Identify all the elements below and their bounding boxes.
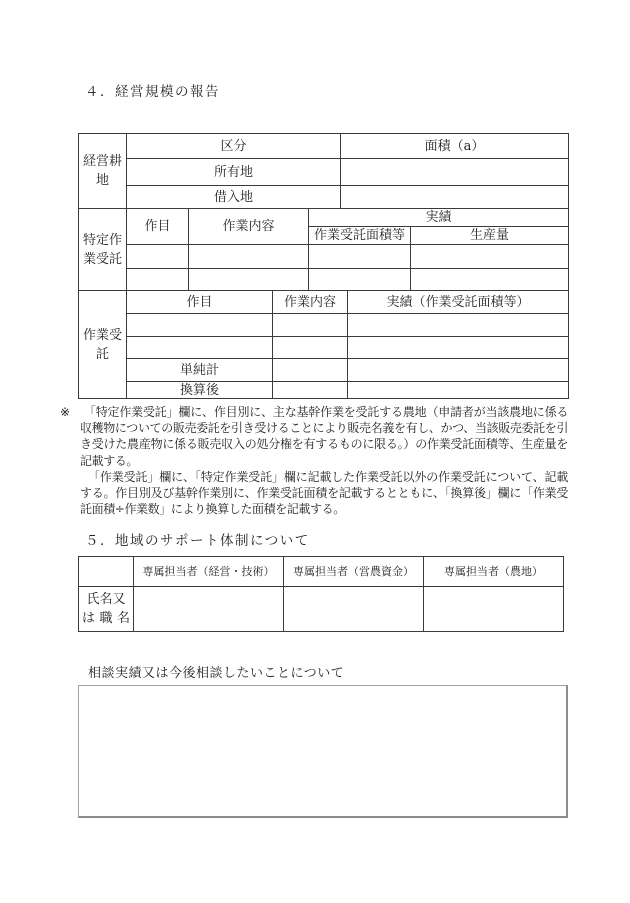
specified-contract-work-subtable [78, 208, 569, 291]
input-cell-crop[interactable] [127, 245, 189, 269]
input-cell-contract-area[interactable] [309, 245, 411, 269]
header-results-contract-area: 実績（作業受託面積等） [348, 291, 569, 314]
contract-work-subtable [78, 290, 569, 399]
header-crop: 作目 [127, 291, 273, 314]
row-label-simple-total: 単純計 [127, 359, 273, 382]
header-contract-area: 作業受託面積等 [309, 227, 411, 245]
table-row [79, 159, 569, 186]
table-row [79, 269, 569, 291]
input-cell-production-volume[interactable] [411, 245, 569, 269]
footnote-paragraph-1 [60, 404, 568, 469]
table-row [79, 359, 569, 382]
input-cell-owned-land-area[interactable] [341, 159, 569, 186]
row-group-label-contract-work: 作業受託 [79, 291, 127, 399]
row-label-converted: 換算後 [127, 382, 273, 399]
footnote-paragraph-2: 「作業受託」欄に、「特定作業受託」欄に記載した作業受託以外の作業受託について、記載する。作目別及び基幹作業別に、作業受託面積を記載するとともに、「換算後」欄に「作業受託面積÷作業数」により換算した面積を記載する。 [80, 469, 568, 517]
header-advisor-management-technical: 専属担当者（経営・技術） [134, 557, 284, 587]
input-cell-simple-total-results[interactable] [348, 359, 569, 382]
row-label-leased-land: 借入地 [127, 186, 341, 209]
input-cell-crop[interactable] [127, 314, 273, 337]
table-row [79, 382, 569, 399]
input-cell-crop[interactable] [127, 337, 273, 359]
table-row [79, 337, 569, 359]
row-label-owned-land: 所有地 [127, 159, 341, 186]
input-cell-results[interactable] [348, 314, 569, 337]
management-scale-table [78, 133, 569, 399]
input-cell-converted-work[interactable] [273, 382, 348, 399]
header-category: 区分 [127, 134, 341, 159]
input-cell-advisor-farmland[interactable] [424, 587, 564, 632]
input-cell-work-content[interactable] [189, 269, 309, 291]
table-row [79, 314, 569, 337]
input-cell-simple-total-work[interactable] [273, 359, 348, 382]
corner-cell [79, 557, 134, 587]
table-row [79, 186, 569, 209]
note-marker: ※ [60, 405, 70, 419]
table-row [79, 291, 569, 314]
input-cell-contract-area[interactable] [309, 269, 411, 291]
input-cell-converted-results[interactable] [348, 382, 569, 399]
input-cell-leased-land-area[interactable] [341, 186, 569, 209]
cultivated-land-subtable [78, 133, 569, 209]
footnote [60, 404, 568, 517]
table-row [79, 587, 564, 632]
consultation-input-box[interactable] [78, 685, 568, 818]
header-results: 実績 [309, 209, 569, 227]
row-label-name-or-title: 氏名又は職名 [79, 587, 134, 632]
consultation-label: 相談実績又は今後相談したいことについて [88, 666, 345, 681]
table-row [79, 245, 569, 269]
section5-title: ５．地域のサポート体制について [85, 533, 310, 549]
input-cell-work-content[interactable] [273, 337, 348, 359]
header-work-content: 作業内容 [189, 209, 309, 245]
support-staff-table [78, 556, 564, 632]
input-cell-results[interactable] [348, 337, 569, 359]
row-group-label-specified-contract: 特定作業受託 [79, 209, 127, 291]
table-row [79, 134, 569, 159]
input-cell-advisor-farming-funds[interactable] [284, 587, 424, 632]
input-cell-work-content[interactable] [273, 314, 348, 337]
header-work-content: 作業内容 [273, 291, 348, 314]
header-area: 面積（a） [341, 134, 569, 159]
header-production-volume: 生産量 [411, 227, 569, 245]
input-cell-advisor-management-technical[interactable] [134, 587, 284, 632]
row-group-label-cultivated-land: 経営耕地 [79, 134, 127, 209]
header-advisor-farming-funds: 専属担当者（営農資金） [284, 557, 424, 587]
input-cell-work-content[interactable] [189, 245, 309, 269]
header-crop: 作目 [127, 209, 189, 245]
input-cell-crop[interactable] [127, 269, 189, 291]
header-advisor-farmland: 専属担当者（農地） [424, 557, 564, 587]
section4-title: ４．経営規模の報告 [85, 84, 220, 100]
footnote-text-1: 「特定作業受託」欄に、作目別に、主な基幹作業を受託する農地（申請者が当該農地に係る収穫物についての販売委託を引き受けることにより販売名義を有し、かつ、当該販売委託を引き受けた農産物に係る販売収入の処分権を有するものに限る。）の作業受託面積等、生産量を記載する。 [80, 405, 569, 468]
input-cell-production-volume[interactable] [411, 269, 569, 291]
table-row [79, 209, 569, 227]
table-row [79, 557, 564, 587]
